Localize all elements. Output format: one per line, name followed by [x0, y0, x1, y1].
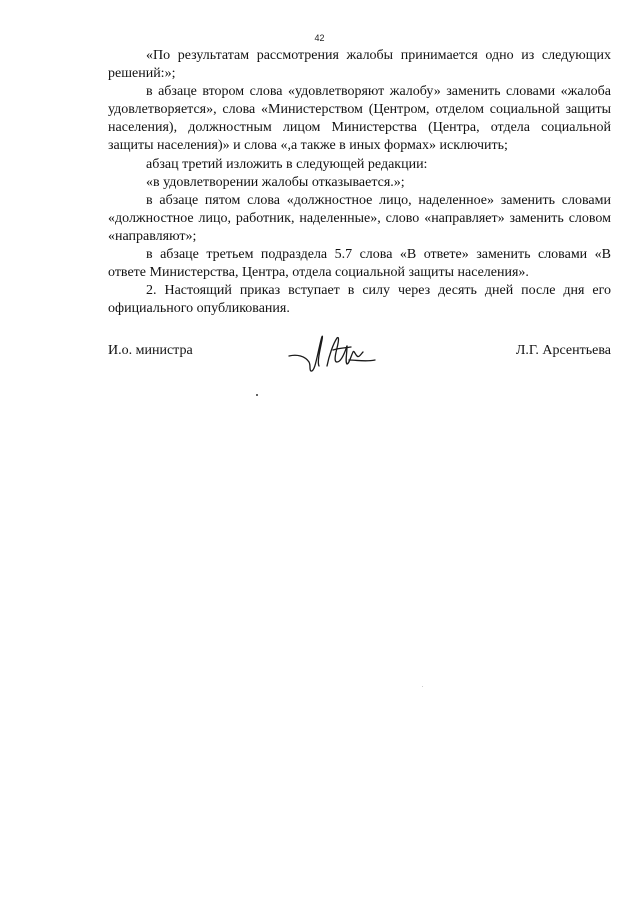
- scan-speck: [256, 394, 258, 396]
- handwritten-signature-icon: [287, 326, 377, 378]
- document-body: [108, 47, 611, 318]
- page-number: 42: [314, 33, 325, 43]
- signatory-title: И.о. министра: [108, 343, 193, 358]
- signatory-name: Л.Г. Арсентьева: [515, 343, 611, 358]
- paragraph-podrazdel-5-7: в абзаце третьем подраздела 5.7 слова «В ответе» заменить словами «В ответе Министерства, Центра, отдела социальной защиты населения».: [108, 247, 611, 281]
- paragraph-abzac-vtoroy: в абзаце втором слова «удовлетворяют жалобу» заменить словами «жалоба удовлетворяется», слова «Министерством (Центром, отделом социальной защиты населения), должностным лицом Министерства (Центра, отдела социальной защиты населения)» и слова «,а также в иных формах» исключить;: [108, 84, 611, 154]
- paragraph-abzac-tretiy: абзац третий изложить в следующей редакции:: [146, 156, 428, 172]
- paragraph-decisions: «По результатам рассмотрения жалобы принимается одно из следующих решений:»;: [108, 48, 611, 82]
- paragraph-otkaz: «в удовлетворении жалобы отказывается.»;: [146, 174, 405, 190]
- paragraph-vstuplenie-v-silu: 2. Настоящий приказ вступает в силу через десять дней после дня его официального опубликования.: [108, 283, 611, 317]
- scan-speck: [422, 686, 423, 687]
- paragraph-abzac-pyatyy: в абзаце пятом слова «должностное лицо, наделенное» заменить словами «должностное лицо, работник, наделенные», слово «направляет» заменить словом «направляют»;: [108, 192, 611, 244]
